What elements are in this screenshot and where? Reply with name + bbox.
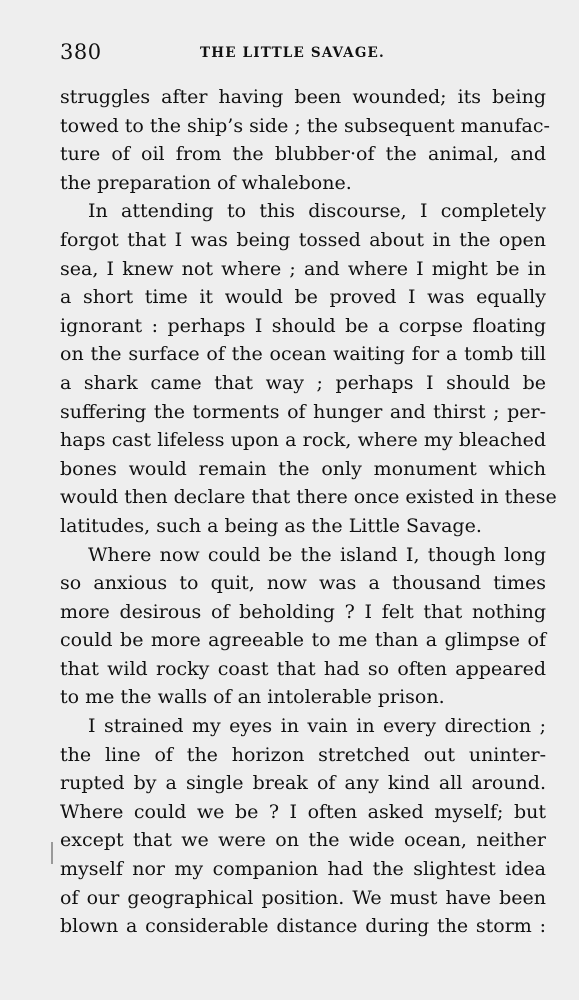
text-line: I strained my eyes in vain in every direction ;: [88, 715, 546, 738]
text-line: Where could we be ? I often asked myself; but: [60, 800, 546, 823]
text-line: would then declare that there once existed in these: [60, 486, 557, 509]
text-line: on the surface of the ocean waiting for a tomb till: [60, 343, 546, 366]
text-line: a shark came that way ; perhaps I should be: [60, 371, 546, 394]
body-text: [60, 83, 557, 941]
text-line: of our geographical position. We must have been: [60, 886, 546, 909]
text-line: so anxious to quit, now was a thousand times: [60, 572, 546, 595]
page-number: 380: [60, 40, 102, 64]
page-header: [60, 40, 546, 66]
text-line: blown a considerable distance during the storm :: [60, 915, 546, 938]
text-line: that wild rocky coast that had so often appeared: [60, 657, 546, 680]
text-line: the line of the horizon stretched out uninter-: [60, 743, 546, 766]
text-line: towed to the ship’s side ; the subsequent manufac-: [60, 114, 550, 137]
running-title: THE LITTLE SAVAGE.: [200, 45, 385, 61]
text-line: to me the walls of an intolerable prison.: [60, 686, 445, 709]
text-line: forgot that I was being tossed about in the open: [60, 228, 546, 251]
text-line: a short time it would be proved I was equally: [60, 286, 546, 309]
text-line: suffering the torments of hunger and thirst ; per-: [60, 400, 546, 423]
text-line: myself nor my companion had the slightest idea: [60, 858, 546, 881]
text-line: Where now could be the island I, though long: [88, 543, 546, 566]
text-line: latitudes, such a being as the Little Savage.: [60, 514, 482, 537]
text-line: rupted by a single break of any kind all around.: [60, 772, 546, 795]
margin-mark: [51, 842, 53, 864]
text-line: more desirous of beholding ? I felt that nothing: [60, 600, 546, 623]
text-line: could be more agreeable to me than a glimpse of: [60, 629, 546, 652]
text-line: In attending to this discourse, I completely: [88, 200, 546, 223]
text-line: ture of oil from the blubber·of the animal, and: [60, 143, 546, 166]
text-line: struggles after having been wounded; its being: [60, 86, 546, 108]
text-line: haps cast lifeless upon a rock, where my bleached: [60, 429, 546, 452]
text-line: ignorant : perhaps I should be a corpse floating: [60, 314, 546, 337]
text-line: except that we were on the wide ocean, neither: [60, 829, 546, 852]
text-line: the preparation of whalebone.: [60, 171, 352, 194]
text-line: sea, I knew not where ; and where I might be in: [60, 257, 546, 280]
text-line: bones would remain the only monument which: [60, 457, 546, 480]
